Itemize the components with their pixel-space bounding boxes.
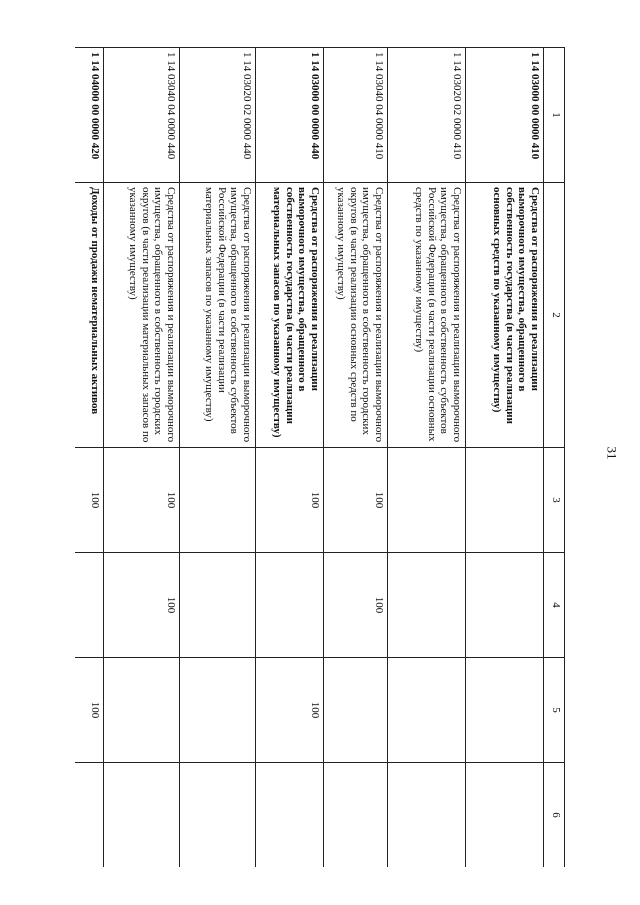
row-value-6: [256, 763, 324, 868]
header-col-3: 3: [544, 448, 565, 553]
row-name: Средства от распоряжения и реализации выморочного имущества, обращенного в собственность государства (в части реализации основных средств по указанному имуществу): [466, 183, 544, 448]
row-value-6: [324, 763, 388, 868]
row-value-4: 100: [324, 553, 388, 658]
row-value-3: [466, 448, 544, 553]
rotated-page: [75, 47, 565, 867]
row-value-4: [180, 553, 256, 658]
row-value-5: [180, 658, 256, 763]
table-row: [180, 48, 256, 868]
header-col-1: 1: [544, 48, 565, 183]
row-value-5: 100: [256, 658, 324, 763]
row-value-5: 100: [75, 658, 104, 763]
row-value-3: [388, 448, 466, 553]
row-code: 1 14 03040 04 0000 440: [104, 48, 180, 183]
row-code: 1 14 04000 00 0000 420: [75, 48, 104, 183]
header-col-4: 4: [544, 553, 565, 658]
page-number: 31: [604, 446, 620, 460]
row-value-6: [75, 763, 104, 868]
header-col-2: 2: [544, 183, 565, 448]
row-value-3: 100: [324, 448, 388, 553]
row-value-6: [388, 763, 466, 868]
row-value-6: [466, 763, 544, 868]
row-code: 1 14 03000 00 0000 410: [466, 48, 544, 183]
table-row: [466, 48, 544, 868]
row-code: 1 14 03020 02 0000 410: [388, 48, 466, 183]
row-name: Средства от распоряжения и реализации выморочного имущества, обращенного в собственность субъектов Российской Федерации (в части реализации материальных запасов по указанному имуществу): [180, 183, 256, 448]
row-value-3: 100: [256, 448, 324, 553]
row-value-5: [324, 658, 388, 763]
row-name: Средства от распоряжения и реализации выморочного имущества, обращенного в собственность субъектов Российской Федерации (в части реализации основных средств по указанному имуществу): [388, 183, 466, 448]
row-value-6: [104, 763, 180, 868]
header-col-6: 6: [544, 763, 565, 868]
budget-table: [75, 47, 565, 867]
row-value-5: [466, 658, 544, 763]
row-name: Доходы от продажи нематериальных активов: [75, 183, 104, 448]
table-row: [104, 48, 180, 868]
row-value-5: [104, 658, 180, 763]
row-value-5: [388, 658, 466, 763]
row-value-3: 100: [75, 448, 104, 553]
table-row: [388, 48, 466, 868]
header-col-5: 5: [544, 658, 565, 763]
row-name: Средства от распоряжения и реализации выморочного имущества, обращенного в собственность городских округов (в части реализации материальных запасов по указанному имуществу): [104, 183, 180, 448]
row-code: 1 14 03000 00 0000 440: [256, 48, 324, 183]
row-code: 1 14 03020 02 0000 440: [180, 48, 256, 183]
header-row: [544, 48, 565, 868]
row-code: 1 14 03040 04 0000 410: [324, 48, 388, 183]
row-value-3: 100: [104, 448, 180, 553]
row-value-4: [75, 553, 104, 658]
row-value-4: [256, 553, 324, 658]
row-value-6: [180, 763, 256, 868]
table-row: [75, 48, 104, 868]
row-name: Средства от распоряжения и реализации выморочного имущества, обращенного в собственность городских округов (в части реализации основных средств по указанному имуществу): [324, 183, 388, 448]
row-value-3: [180, 448, 256, 553]
row-value-4: 100: [104, 553, 180, 658]
row-name: Средства от распоряжения и реализации выморочного имущества, обращенного в собственность государства (в части реализации материальных запасов по указанному имуществу): [256, 183, 324, 448]
table-row: [256, 48, 324, 868]
row-value-4: [466, 553, 544, 658]
row-value-4: [388, 553, 466, 658]
table-row: [324, 48, 388, 868]
rotated-table-container: [75, 47, 565, 867]
